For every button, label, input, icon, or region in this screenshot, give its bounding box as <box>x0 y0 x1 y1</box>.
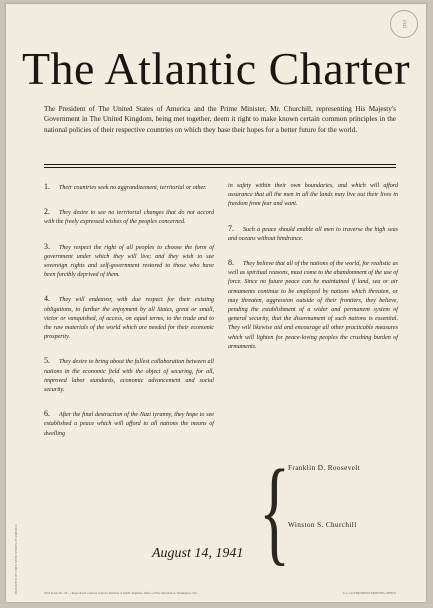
point-text: They desire to bring about the fullest collaboration between all nations in the economic field with the object of securing, for all, improved labor standards, economic advancement and social security. <box>44 359 214 394</box>
point-number: 7. <box>228 223 234 233</box>
divider-top <box>44 164 396 165</box>
point-8 <box>228 258 398 352</box>
footer-credit: OWI Poster No. 18 — Reproduced courtesy from the Division of Public Inquiries, Office of War Information, Washington, D.C. <box>44 591 199 595</box>
footer-printer: U.S. GOVERNMENT PRINTING OFFICE <box>343 591 396 595</box>
point-number: 4. <box>44 294 50 304</box>
point-3 <box>44 242 214 281</box>
signature-brace: { <box>259 445 291 576</box>
signer-roosevelt: Franklin D. Roosevelt <box>288 464 361 472</box>
point-6-continued: in safety within their own boundaries, and which will afford assurance that all the men in all the lands may live out their lives in freedom from fear and want. <box>228 183 398 208</box>
point-text: They believe that all of the nations of the world, for realistic as well as spiritual reasons, must come to the abandonment of the use of force. Since no future peace can be maintained if land, sea or air armaments continue to be employed by nations which threaten, or may threaten, aggression outside of their frontiers, they believe, pending the establishment of a wider and permanent system of general security, that the disarmament of such nations is essential. They will likewise aid and encourage all other practicable measures which will lighten for peace-loving peoples the crushing burden of armaments. <box>228 261 398 350</box>
point-number: 6. <box>44 409 50 419</box>
point-text: After the final destruction of the Nazi tyranny, they hope to see established a peace which will afford to all nations the means of dwelling <box>44 412 214 437</box>
point-number: 5. <box>44 356 50 366</box>
point-text: They will endeavor, with due respect for their existing obligations, to further the enjoyment by all States, great or small, victor or vanquished, of access, on equal terms, to the trade and to the raw materials of the world which are needed for their economic prosperity. <box>44 297 214 341</box>
point-number: 3. <box>44 241 50 251</box>
preamble: The President of The United States of America and the Prime Minister, Mr. Churchill, representing His Majesty's Government in The United Kingdom, being met together, deem it right to make known certain common principles in the national policies of their respective countries on which they base their hopes for a better future for the world. <box>44 105 396 134</box>
page-title: The Atlantic Charter <box>21 43 411 94</box>
margin-note: DEPOSITED BY THE UNITED STATES OF AMERICA <box>14 524 18 594</box>
footer <box>44 591 396 595</box>
divider-bottom <box>44 167 396 168</box>
point-6 <box>44 409 214 439</box>
charter-date: August 14, 1941 <box>152 546 244 561</box>
point-2 <box>44 207 214 227</box>
right-column <box>228 182 398 366</box>
point-7 <box>228 224 398 244</box>
point-1 <box>44 182 214 193</box>
point-text: They respect the right of all peoples to choose the form of government under which they will live; and they wish to see sovereign rights and self-government restored to those who have been forcibly deprived of them. <box>44 244 214 279</box>
charter-poster <box>6 4 426 602</box>
point-number: 8. <box>228 258 234 268</box>
point-5 <box>44 356 214 395</box>
point-text: Such a peace should enable all men to traverse the high seas and oceans without hindrance. <box>228 226 398 242</box>
signer-churchill: Winston S. Churchill <box>288 521 357 529</box>
point-4 <box>44 294 214 342</box>
left-column <box>44 182 214 453</box>
library-stamp: 1941 <box>390 10 418 38</box>
point-number: 2. <box>44 207 50 217</box>
point-text: They desire to see no territorial changes that do not accord with the freely expressed wishes of the peoples concerned. <box>44 210 214 226</box>
point-number: 1. <box>44 182 50 191</box>
point-text: Their countries seek no aggrandizement, territorial or other. <box>59 185 207 191</box>
